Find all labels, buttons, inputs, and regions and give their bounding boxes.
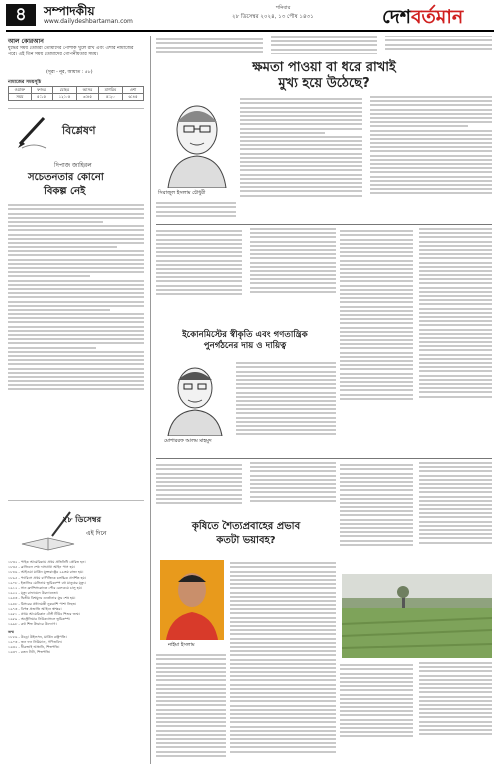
list-item: ১৯০৩ - জন ফন নিউম্যান, গণিতবিদ। xyxy=(8,640,63,645)
prayer-cell: ১২:০৫ xyxy=(52,94,77,101)
header-date: ২৮ ডিসেম্বর ২০২৪, ১৩ পৌষ ১৪৩১ xyxy=(232,14,314,20)
list-item: ১৮৯৫ - প্যারিসে প্রথম বাণিজ্যিক চলচ্চিত্র প্রদর্শিত হয়। xyxy=(8,575,86,580)
list-item: ১৮৪৬ - আইওয়া মার্কিন যুক্তরাষ্ট্রের ২৯তম রাজ্য হয়। xyxy=(8,570,84,575)
article3-headline xyxy=(156,520,336,548)
article3-lead-body xyxy=(156,462,336,520)
article1-headline-line1: ক্ষমতা পাওয়া বা ধরে রাখাই xyxy=(252,60,396,75)
opinion-author: দিপাজ জাহিরল xyxy=(54,162,92,169)
article-divider xyxy=(156,224,492,225)
page-number: ৪ xyxy=(15,4,27,25)
prayer-cell: সময় xyxy=(9,94,32,101)
section-title: সম্পাদকীয় xyxy=(44,4,95,18)
opinion-body xyxy=(8,202,144,494)
article2-author: মোশাররফ আলম মাহমুদ xyxy=(164,438,212,444)
page-header xyxy=(0,0,500,34)
list-item: ১৯৮১ - প্রথম আমেরিকান টেস্ট টিউব শিশুর জন্ম। xyxy=(8,612,80,617)
list-item: ১৯৮৯ - অস্ট্রেলিয়ার নিউক্যাসলে ভূমিকম্প। xyxy=(8,617,71,622)
list-item: ১৯২২ - মৃত্যু রাফায়েল উরদানেতা। xyxy=(8,591,59,596)
births-heading: জন্ম xyxy=(8,629,14,634)
hadith-reference: (সূরা - নূর, আয়াত : ৫৮) xyxy=(46,70,93,75)
this-day-label: এই দিনে xyxy=(86,530,107,537)
list-item: ১৯১২ - সান ফ্রান্সিসকোতে পৌর রেলওয়ে চালু হয়। xyxy=(8,586,83,591)
article3-body xyxy=(230,560,336,764)
this-day-date: ২৮ ডিসেম্বর xyxy=(62,515,101,524)
article2-headline-line2: পুনর্গঠনের দায় ও দায়িত্ব xyxy=(203,341,287,351)
list-item: ১৯৪৮ - মিসরের প্রধানমন্ত্রী নুকরাশি পাশা নিহত। xyxy=(8,601,77,606)
opinion-title-line1: সচেতনতার কোনো xyxy=(28,172,104,183)
prayer-col: এশা xyxy=(123,87,144,94)
article3-headline-line1: কৃষিতে শৈত্যপ্রবাহের প্রভাব xyxy=(191,521,301,532)
brand-word-2: বর্তমান xyxy=(410,6,464,28)
header-rule xyxy=(6,30,494,32)
opinion-title-line2: বিকল্প নেই xyxy=(44,186,86,197)
prayer-cell: ৫:২০ xyxy=(98,94,122,101)
article1-headline-line2: মুখ্য হয়ে উঠেছে? xyxy=(278,76,370,91)
page-number-box xyxy=(6,4,36,26)
sidebar-divider xyxy=(8,500,144,501)
article-divider xyxy=(156,458,492,459)
article2-lead-body xyxy=(156,228,336,326)
column-divider xyxy=(150,36,151,764)
article3-author-photo xyxy=(160,560,224,640)
this-day-badge xyxy=(18,506,140,556)
article3-headline-line2: কতটা ভয়াবহ? xyxy=(216,535,276,546)
list-item: ১৯৭৩ - বিপন্ন প্রজাতি আইনে স্বাক্ষর। xyxy=(8,606,62,611)
brand-word-1: দেশ xyxy=(382,6,411,28)
article3-author: নাইমা ইসলাম xyxy=(168,642,195,648)
article2-headline-line1: ইকোনমিস্টের স্বীকৃতি এবং গণতান্ত্রিক xyxy=(182,330,308,340)
list-item: ১৮৫৬ - উড্রো উইলসন, মার্কিন রাষ্ট্রপতি। xyxy=(8,634,67,639)
article3-body-bottom xyxy=(340,662,492,764)
list-item: ১৯৯৮ - রুগ্ন শিল্প উদ্ধারে উদ্যোগ। xyxy=(8,622,57,627)
opinion-kicker: বিশ্লেষণ xyxy=(62,124,96,137)
list-item: ১৮৩৫ - ব্রাজিলে শেষ দাসপ্রথা আইন পাস হয়। xyxy=(8,565,75,570)
prayer-col: যোহর xyxy=(52,87,77,94)
list-item: ১৯০৮ - ইতালির মেসিনায় ভূমিকম্পে বহু মানুষের মৃত্যু। xyxy=(8,580,86,585)
prayer-col: ফজর xyxy=(31,87,52,94)
article2-body-right xyxy=(340,228,492,454)
prayer-cell: ৩:৪৫ xyxy=(77,94,98,101)
crop-field-photo xyxy=(342,574,492,658)
prayer-times-table xyxy=(8,86,144,101)
prayer-times-heading: নামাজের সময়সূচি xyxy=(8,80,42,85)
list-item: ১৯৪৩ - দ্বিতীয় বিশ্বযুদ্ধে ওর্তোনার যুদ্ধ শেষ হয়। xyxy=(8,596,76,601)
article1-body-lower xyxy=(156,200,236,222)
hadith-text: যুদ্ধের সময় তোমরা তোমাদের পোশাক খুলে রাখ এবং এশার নামাজের পরে। এই তিন সময় তোমাদের গোপনীয়তার সময়। xyxy=(8,46,134,58)
article1-lead-body xyxy=(156,36,492,60)
prayer-col: ওয়াক্ত xyxy=(9,87,32,94)
prayer-cell: ৫:১৫ xyxy=(31,94,52,101)
article2-headline xyxy=(156,330,334,352)
article2-body xyxy=(236,360,336,450)
hadith-heading: আল কোরআন xyxy=(8,38,44,45)
sidebar-divider xyxy=(8,108,144,109)
article2-author-photo xyxy=(160,360,230,436)
list-item: ১৯৩৭ - রতন টাটা, শিল্পপতি। xyxy=(8,650,51,655)
article1-author-photo xyxy=(158,96,236,188)
article3-body-left xyxy=(156,652,226,764)
article1-headline xyxy=(156,60,492,92)
website-link[interactable]: www.dailydeshbartaman.com xyxy=(44,18,133,25)
header-day: শনিবার xyxy=(276,5,291,11)
prayer-col: মাগরিব xyxy=(98,87,122,94)
article1-author: সিরাজুল ইসলাম চৌধুরী xyxy=(158,190,206,196)
article1-body xyxy=(240,96,492,220)
prayer-col: আসর xyxy=(77,87,98,94)
prayer-cell: ৬:৪৫ xyxy=(123,94,144,101)
list-item: ১৯৩২ - ধীরুভাই আম্বানি, শিল্পপতি। xyxy=(8,645,60,650)
article3-body-right xyxy=(340,462,492,572)
list-item: ১৮৩২ - পাইক আমেরিকায় প্রথম প্রতিনিধি প্রেরিত হন। xyxy=(8,560,86,564)
this-day-list xyxy=(8,560,144,656)
pen-icon xyxy=(14,114,54,150)
